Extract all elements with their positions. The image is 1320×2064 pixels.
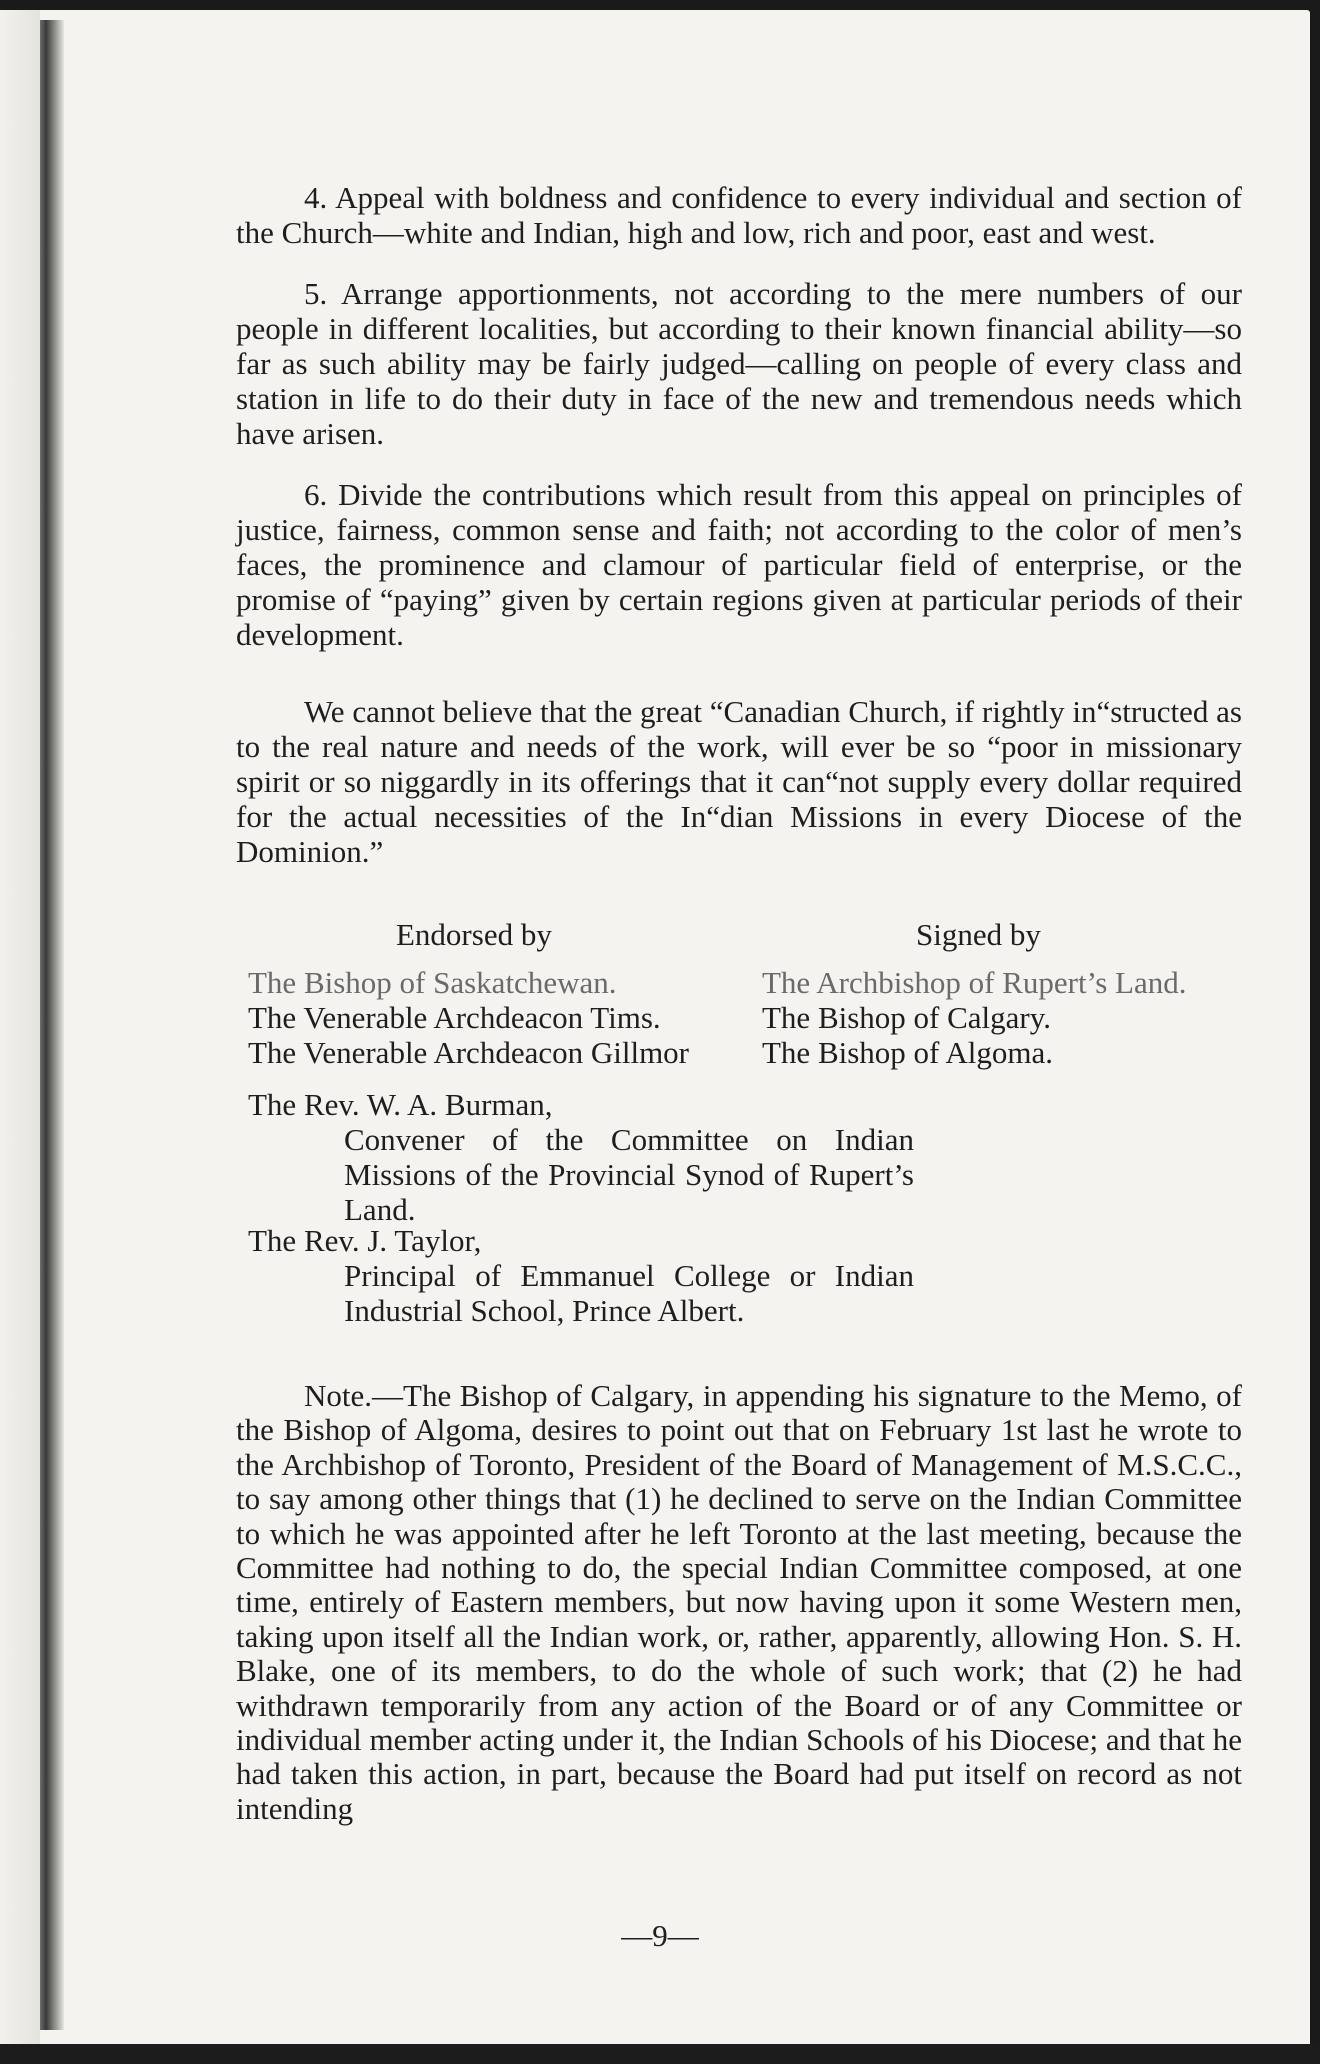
binding-shadow bbox=[40, 20, 64, 2030]
signature-block bbox=[236, 917, 1242, 1335]
paragraph-5: 5. Arrange apportionments, not according to the mere numbers of our people in different localities, but according to their known financial ability—so far as such ability may be fairly judged—calling on people of every class and station in life to do their duty in face of the new and tremendous needs which have arisen. bbox=[236, 276, 1242, 451]
endorser-taylor bbox=[248, 1223, 914, 1328]
scan-bottom-border bbox=[0, 2044, 1320, 2064]
endorser: The Bishop of Saskatchewan. bbox=[248, 965, 617, 1000]
burman-detail: Convener of the Committee on Indian Missions of the Provincial Synod of Rupert’s Land. bbox=[344, 1122, 914, 1227]
paragraph-4: 4. Appeal with boldness and confidence to every individual and section of the Church—white and Indian, high and low, rich and poor, east and west. bbox=[236, 180, 1242, 250]
signer: The Bishop of Calgary. bbox=[762, 1000, 1051, 1035]
paragraph-6: 6. Divide the contributions which result from this appeal on principles of justice, fairness, common sense and faith; not according to the color of men’s faces, the prominence and clamour of particular field of enterprise, or the promise of “paying” given by certain regions given at particular periods of their development. bbox=[236, 477, 1242, 652]
burman-name: The Rev. W. A. Burman, bbox=[248, 1087, 553, 1122]
taylor-name: The Rev. J. Taylor, bbox=[248, 1223, 482, 1258]
signed-list bbox=[762, 965, 1242, 1070]
endorsed-list bbox=[248, 965, 768, 1070]
endorser: The Venerable Archdeacon Gillmor bbox=[248, 1035, 690, 1070]
endorser-burman bbox=[248, 1087, 914, 1227]
note-paragraph: Note.—The Bishop of Calgary, in appending his signature to the Memo, of the Bishop of Algoma, desires to point out that on February 1st last he wrote to the Archbishop of Toronto, President of the Board of Management of M.S.C.C., to say among other things that (1) he declined to serve on the Indian Committee to which he was appointed after he left Toronto at the last meeting, because the Committee had nothing to do, the special Indian Committee composed, at one time, entirely of Eastern members, but now having upon it some Western men, taking upon itself all the Indian work, or, rather, apparently, allowing Hon. S. H. Blake, one of its members, to do the whole of such work; that (2) he had withdrawn temporarily from any action of the Board or of any Committee or individual member acting under it, the Indian Schools of his Diocese; and that he had taken this action, in part, because the Board had put itself on record as not intending bbox=[236, 1378, 1242, 1826]
page-left-margin bbox=[0, 10, 40, 2050]
endorser: The Venerable Archdeacon Tims. bbox=[248, 1000, 661, 1035]
page-content bbox=[236, 180, 1242, 1857]
page-number: —9— bbox=[621, 1918, 699, 1953]
quotation: We cannot believe that the great “Canadian Church, if rightly in“structed as to the real nature and needs of the work, will ever be so “poor in missionary spirit or so niggardly in its offerings that it can“not supply every dollar required for the actual necessities of the In“dian Missions in every Diocese of the Dominion.” bbox=[236, 694, 1242, 869]
signer: The Bishop of Algoma. bbox=[762, 1035, 1054, 1070]
taylor-detail: Principal of Emmanuel College or Indian Industrial School, Prince Albert. bbox=[344, 1258, 914, 1328]
signed-heading: Signed by bbox=[916, 917, 1041, 952]
signer: The Archbishop of Rupert’s Land. bbox=[762, 965, 1187, 1000]
endorsed-heading: Endorsed by bbox=[396, 917, 552, 952]
